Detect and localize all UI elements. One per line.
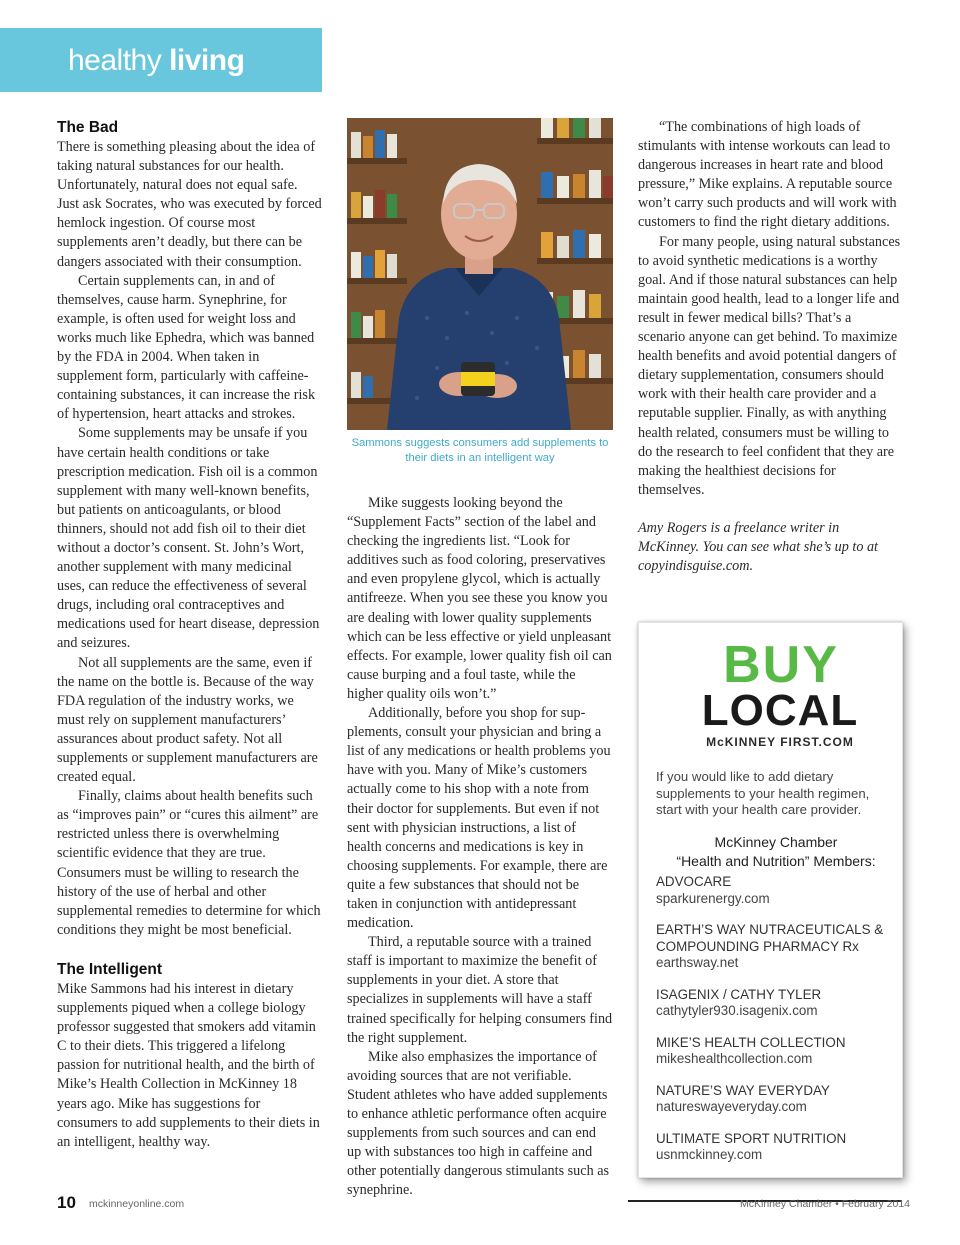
member-item: ADVOCARE sparkurenergy.com <box>656 874 896 907</box>
paragraph: For many people, using natural substances to avoid synthetic medications is a worthy goal. And if those natural substances can help maintain good health, lead to a longer life and result in fewer medical bills? That’s a scenario anyone can get behind. To maximize health benefits and avoid potential dangers of dietary supplementation, consumers should work with their health care provider and a reputable supplier. Finally, as with anything health related, consumers must be willing to do the research to feel confident that they are making the healthiest decisions for themselves. <box>638 233 901 498</box>
section-banner <box>0 28 322 92</box>
mckinney-first-link[interactable]: McKINNEY FIRST.COM <box>706 735 854 749</box>
article-column-3 <box>638 118 902 576</box>
member-url[interactable]: earthsway.net <box>656 955 739 970</box>
local-logo-text: LOCAL <box>701 686 859 735</box>
member-url[interactable]: sparkurenergy.com <box>656 890 770 906</box>
paragraph: Mike Sammons had his interest in dietary supplements piqued when a college biology professor suggested that smokers add vitamin C to their diets. This triggered a lifelong passion for nutritional health, and the birth of Mike’s Health Collection in McKinney 18 years ago. Mike has suggestions for consumers to add supplements to their diets in an intelligent, healthy way. <box>57 980 320 1150</box>
photo-store-owner <box>347 118 613 430</box>
paragraph: Some supplements may be unsafe if you have certain health conditions or take prescription medication. Fish oil is a common supplement with many well-known benefits, but patients on anticoagulants, or blood thinners, should not add fish oil to their diet without a doctor’s consent. St. John’s Wort, another supplement with many medicinal uses, can reduce the effectiveness of several drugs, including oral contraceptives and medications used for heart disease, depression and seizures. <box>57 425 320 652</box>
member-list <box>656 874 896 1179</box>
paragraph: Third, a reputable source with a trained staff is important to maximize the benefit of supplements in your diet. A store that specializes in supplements will have a staff trained specifically for helping consumers find the right supplement. <box>347 934 613 1046</box>
paragraph: Mike suggests looking beyond the “Supplement Facts” section of the label and checking the ingredients list. “Look for additives such as food coloring, preservatives and even propylene glycol, which is actually antifreeze. When you see these you know you are dealing with lower quality supplements which can be less effective or yield unpleasant effects. For example, lower quality fish oil can cause burping and a foul taste, while the higher quality oils won’t.” <box>347 495 612 702</box>
member-item: NATURE’S WAY EVERYDAY natureswayeveryday.com <box>656 1083 896 1116</box>
buy-local-ad <box>638 622 903 1178</box>
heading-the-intelligent: The Intelligent <box>57 960 163 978</box>
paragraph: Additionally, before you shop for supplements, consult your physician and bring a list of any medications or health problems you have with you. Many of Mike’s customers actually come to his shop with a note from their doctor for supplements. But even if not sent with physician instructions, a list of health concerns and medications is key in choosing supplements. For example, there are quite a few substances that should not be taken in conjunction with antidepressant medication. <box>347 705 611 932</box>
member-item: MIKE’S HEALTH COLLECTION mikeshealthcollection.com <box>656 1035 896 1068</box>
paragraph: Mike also emphasizes the importance of avoiding sources that are not verifiable. Student athletes who have added supplements to enhance athletic performance often acquire supplements from such sources and can end up with substances too high in caffeine and other potentially dangerous stimulants such as synephrine. <box>347 1048 610 1199</box>
heading-the-bad: The Bad <box>57 119 119 136</box>
article-column-2 <box>347 118 613 1200</box>
article-column-1 <box>57 118 323 1152</box>
footer-site: mckinneyonline.com <box>89 1198 185 1210</box>
author-byline: Amy Rogers is a freelance writer in McKinney. You can see what she’s up to at copyindisguise.com. <box>638 519 878 575</box>
member-item: ULTIMATE SPORT NUTRITION usnmckinney.com <box>656 1131 896 1164</box>
member-item: ISAGENIX / CATHY TYLER cathytyler930.isagenix.com <box>656 987 896 1020</box>
page-number: 10 <box>57 1193 76 1212</box>
buy-logo-text: BUY <box>723 636 839 694</box>
ad-intro: If you would like to add dietary supplements to your health regimen, start with your health care provider. <box>656 769 870 817</box>
member-url[interactable]: natureswayeveryday.com <box>656 1099 807 1114</box>
paragraph: “The combinations of high loads of stimulants with intense workouts can lead to dangerous increases in heart rate and blood pressure,” Mike explains. A reputable source won’t carry such products and will work with customers to find the right dietary additions. <box>638 119 897 231</box>
paragraph: Finally, claims about health benefits such as “improves pain” or “cures this ailment” are restricted unless there is overwhelming scientific evidence that they are true. Consumers must be willing to research the history of the use of herbal and other supplemental remedies to determine for which conditions they might be most beneficial. <box>57 788 321 938</box>
section-title: healthy living <box>68 44 245 77</box>
photo-caption: Sammons suggests consumers add supplements to their diets in an intelligent way <box>351 437 609 464</box>
photo-illustration <box>347 118 613 430</box>
paragraph: Certain supplements can, in and of themselves, cause harm. Synephrine, for example, is often used for weight loss and works much like Ephedra, which was banned by the FDA in 2004. When taken in supplement form, particularly with caffeine-containing substances, it can increase the risk of hypertension, heart attacks and strokes. <box>57 272 316 423</box>
member-url[interactable]: mikeshealthcollection.com <box>656 1051 813 1066</box>
paragraph: There is something pleasing about the idea of taking natural substances for our health. Unfortunately, natural does not equal safe. Just ask Socrates, who was executed by forced hemlock ingestion. Of course most supplements aren’t deadly, but there can be dangers associated with their consumption. <box>57 139 322 270</box>
chamber-heading: McKinney Chamber “Health and Nutrition” Members: <box>676 834 876 869</box>
footer-issue: McKinney Chamber • February 2014 <box>740 1198 911 1210</box>
member-item: EARTH’S WAY NUTRACEUTICALS & COMPOUNDING PHARMACY Rx earthsway.net <box>656 922 896 972</box>
member-url[interactable]: cathytyler930.isagenix.com <box>656 1003 818 1018</box>
paragraph: Not all supplements are the same, even if the name on the bottle is. Because of the way FDA regulation of the industry works, we must rely on supplement manufacturers’ assurances about product safety. Not all supplements or supplement manufacturers are created equal. <box>57 654 318 786</box>
member-url[interactable]: usnmckinney.com <box>656 1147 763 1162</box>
